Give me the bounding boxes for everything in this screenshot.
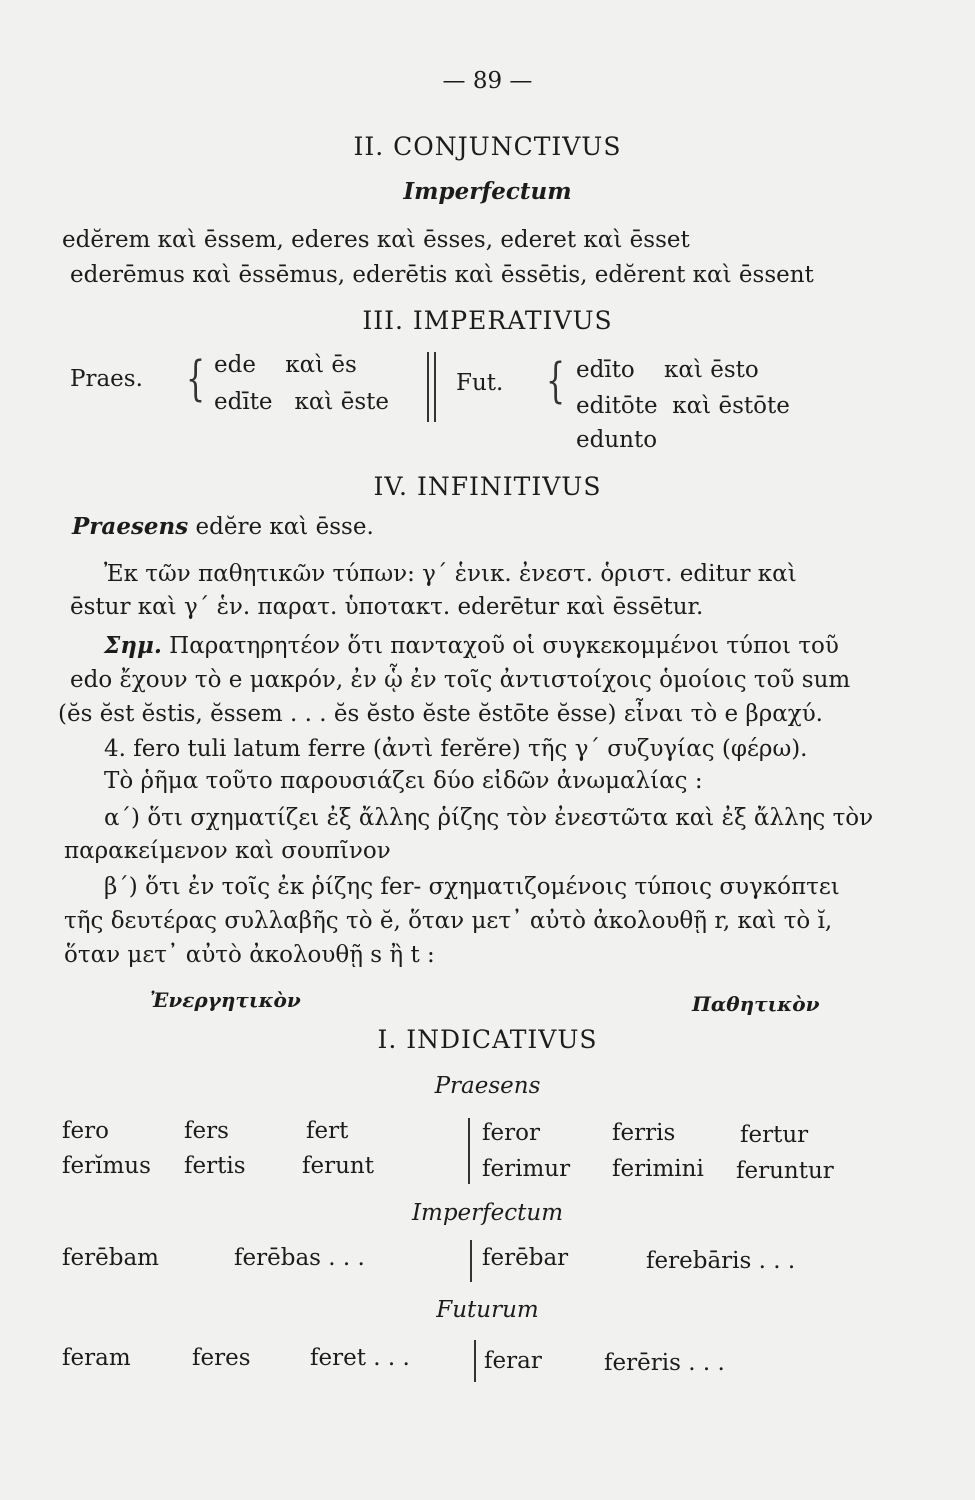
pa-1-1: fero (62, 1118, 109, 1144)
ip-2: ferebāris . . . (646, 1248, 796, 1274)
fut-brace: { (546, 353, 566, 410)
body-line-10: τῆς δευτέρας συλλαβῆς τὸ ĕ, ὅταν μετ᾽ αὐτὸ ἀκολουθῇ r, καὶ τὸ ĭ, (64, 908, 833, 934)
pa-2-3: ferunt (302, 1153, 374, 1179)
page-number: — 89 — (442, 68, 533, 94)
pp-1-1: feror (482, 1120, 540, 1146)
ia-1: ferēbam (62, 1245, 159, 1271)
indicativus-heading: I. INDICATIVUS (377, 1025, 598, 1054)
conjunctivus-line-2: ederēmus καὶ ēssēmus, ederētis καὶ ēssētis, edĕrent καὶ ēssent (70, 262, 814, 288)
fa-3: feret . . . (310, 1345, 410, 1371)
imperfectum-title: Imperfectum (411, 1200, 564, 1226)
body-line-2: ēstur καὶ γ΄ ἑν. παρατ. ὑποτακτ. ederētur καὶ ēssētur. (70, 594, 704, 620)
fa-2: feres (192, 1345, 251, 1371)
praesens-divider (468, 1118, 470, 1184)
body-line-1: Ἐκ τῶν παθητικῶν τύπων: γ΄ ἑνικ. ἐνεστ. ὁριστ. editur καὶ (104, 561, 797, 587)
ip-1: ferēbar (482, 1245, 569, 1271)
pp-2-3: feruntur (736, 1158, 834, 1184)
fp-1: ferar (484, 1348, 542, 1374)
pa-1-2: fers (184, 1118, 229, 1144)
pp-1-3: fertur (740, 1122, 809, 1148)
imperativus-heading: III. IMPERATIVUS (362, 306, 613, 335)
praesens-label: Praesens (72, 513, 189, 540)
pp-2-1: ferimur (482, 1156, 571, 1182)
voice-passive: Παθητικὸν (692, 992, 820, 1016)
imperativus-fut-label: Fut. (456, 370, 504, 396)
imperativus-praes-row-2: edīte καὶ ēste (214, 389, 389, 415)
pa-2-1: ferĭmus (62, 1153, 151, 1179)
body-line-3: edo ἔχουν τὸ e μακρόν, ἐν ᾧ ἐν τοῖς ἀντιστοίχοις ὁμοίοις τοῦ sum (70, 667, 851, 693)
futurum-divider (474, 1340, 476, 1382)
body-line-8: παρακείμενον καὶ σουπῖνον (64, 838, 391, 864)
infinitivus-praesens (72, 513, 374, 540)
infinitivus-heading: IV. INFINITIVUS (373, 472, 602, 501)
conjunctivus-tense: Imperfectum (403, 178, 572, 205)
pp-1-2: ferris (612, 1120, 676, 1146)
conjunctivus-line-1: edĕrem καὶ ēssem, ederes καὶ ēsses, ederet καὶ ēsset (62, 227, 690, 253)
fa-1: feram (62, 1345, 131, 1371)
imperativus-fut-row-1: edīto καὶ ēsto (576, 357, 759, 383)
note-label: Σημ. (104, 632, 162, 659)
ia-2: ferēbas . . . (234, 1245, 365, 1271)
imperativus-praes-label: Praes. (70, 366, 143, 392)
praesens-text: edĕre καὶ ēsse. (195, 514, 374, 540)
imperativus-praes-row-1: ede καὶ ēs (214, 352, 357, 378)
fp-2: ferēris . . . (604, 1350, 725, 1376)
praes-brace: { (186, 351, 206, 408)
body-line-7: α΄) ὅτι σχηματίζει ἐξ ἄλλης ῥίζης τὸν ἐνεστῶτα καὶ ἐξ ἄλλης τὸν (104, 805, 874, 831)
imperfectum-divider (470, 1240, 472, 1282)
pa-1-3: fert (306, 1118, 349, 1144)
imperativus-divider-left (427, 352, 429, 422)
conjunctivus-heading: II. CONJUNCTIVUS (353, 132, 622, 161)
imperativus-fut-row-3: edunto (576, 427, 658, 453)
body-line-6: Τὸ ῥῆμα τοῦτο παρουσιάζει δύο εἰδῶν ἀνωμαλίας : (104, 768, 703, 794)
note-text: Παρατηρητέον ὅτι πανταχοῦ οἱ συγκεκομμένοι τύποι τοῦ (169, 633, 839, 659)
praesens-title: Praesens (434, 1073, 541, 1099)
body-line-9: β΄) ὅτι ἐν τοῖς ἐκ ῥίζης fer- σχηματιζομένοις τύποις συγκόπτει (104, 874, 840, 900)
body-line-4: (ĕs ĕst ĕstis, ĕssem . . . ĕs ĕsto ĕste ĕstōte ĕsse) εἶναι τὸ e βραχύ. (58, 701, 823, 727)
futurum-title: Futurum (436, 1297, 539, 1323)
pa-2-2: fertis (184, 1153, 246, 1179)
imperativus-divider-right (434, 352, 436, 422)
voice-active: Ἐνεργητικὸν (150, 988, 301, 1012)
note-line (104, 632, 839, 659)
pp-2-2: ferimini (612, 1156, 704, 1182)
body-line-5: 4. fero tuli latum ferre (ἀντὶ ferĕre) τῆς γ΄ συζυγίας (φέρω). (104, 736, 808, 762)
imperativus-fut-row-2: editōte καὶ ēstōte (576, 393, 790, 419)
body-line-11: ὅταν μετ᾽ αὐτὸ ἀκολουθῇ s ἢ t : (64, 942, 435, 968)
